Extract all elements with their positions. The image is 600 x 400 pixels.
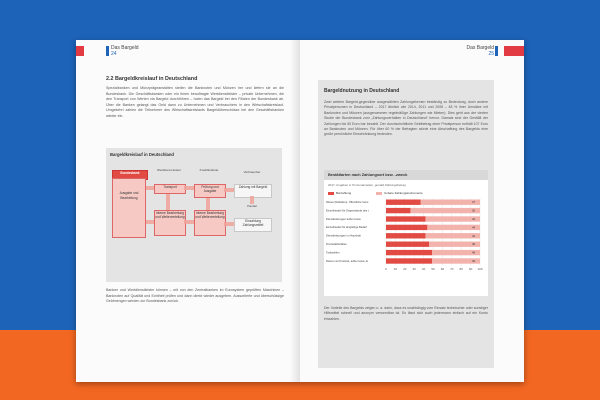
x-tick-label: 20 — [403, 267, 407, 272]
diagram-title: Bargeldkreislauf in Deutschland — [110, 152, 174, 157]
section-title: 2.2 Bargeldkreislauf in Deutschland — [106, 76, 198, 82]
node-kreditinstitute: Kreditinstitute — [199, 168, 219, 172]
right-red-tab — [504, 46, 524, 56]
right-running-head: Das Bargeld — [466, 45, 494, 51]
node-wertdienstleister: Wertdienst-leister — [156, 168, 181, 172]
bar-cash — [386, 242, 429, 247]
bar-cash — [386, 225, 427, 230]
category-label: Dienstleistungen außer Haus — [326, 217, 361, 221]
category-label: Einzelhandel für langlebige Bedarf — [326, 226, 367, 230]
x-tick-label: 30 — [412, 267, 416, 272]
paragraph-1: Spezialbanken und Münzprägeanstalten stellen die Banknoten und Münzen her und liefern sie an die Bundesbank. Die Geschäftsbanken oder ein ihnen beauftragte Wertdienstleister – private Unternehmen, die den Transport von Werten via Bargeld durchführen – holen das Bargeld bei den Filialen der Bundesbank ab. Über die Banken gelangt das Geld dann zu Unternehmen und Verbrauchern in den Wirtschaftskreislauf. Umgekehrt zahlen die Teilnehmer des Wirtschaftskreislaufs Bargeldüberschüsse bei den Geschäftsbanken wieder ein. — [106, 86, 284, 118]
bar-value-label: 42 — [472, 233, 476, 238]
left-running-head: Das Bargeld — [111, 45, 139, 51]
category-label: Dienstleistungen im Haushalt — [326, 234, 361, 238]
node-kredit-pruefung: Prüfung und Ausgabe — [194, 184, 226, 198]
node-handel: Handel — [247, 204, 257, 208]
bar-value-label: 49 — [472, 250, 476, 255]
book-spread — [76, 40, 524, 382]
left-red-tab — [76, 46, 84, 56]
node-bundesbank-sub: Ausgabe und Bearbeitung — [112, 178, 146, 238]
right-blue-marker — [495, 46, 498, 56]
right-page — [300, 40, 524, 382]
bar-cashless — [410, 208, 480, 213]
info-box — [318, 80, 494, 368]
paragraph-2: Banken und Wertdienstleister können – mit von den Zentralbanken im Eurosystem geprüften Maschinen – Banknoten auf Qualität und Echtheit prüfen und dann direkt wieder ausgeben. Aussortierte und überschüssige Geldmengen werden zur Bundesbank zurück. — [106, 288, 284, 304]
bar-cash — [386, 216, 425, 221]
bar-cash — [386, 200, 421, 205]
left-blue-marker — [106, 46, 109, 56]
node-verbraucher-sub: Zahlung mit Bargeld — [234, 184, 272, 198]
chart-subtitle: 2017, Angaben in Prozentanteilen, gemäß Zahlungsbetrag — [328, 183, 406, 187]
info-box-title: Bargeldnutzung in Deutschland — [324, 88, 400, 94]
bar-cash — [386, 208, 410, 213]
legend-label-cashless: Unbare Zahlungsinstrumente — [384, 191, 423, 195]
cash-cycle-diagram — [106, 148, 282, 282]
node-handel-sub: Einzahlung Zahlungsmittel — [234, 218, 272, 232]
node-verbraucher: Verbraucher — [243, 170, 261, 174]
legend-swatch-cash — [328, 192, 334, 195]
legend-item-cash — [328, 191, 351, 195]
x-tick-label: 40 — [421, 267, 426, 272]
x-tick-label: 80 — [459, 267, 463, 272]
x-tick-label: 10 — [393, 267, 398, 272]
bar-cash — [386, 250, 432, 255]
left-page-number: 24 — [111, 51, 117, 57]
right-page-number: 25 — [488, 51, 494, 57]
payment-chart — [324, 170, 488, 296]
x-tick-label: 60 — [440, 267, 445, 272]
node-w2: interne Bearbeitung und Weiterverteilung — [194, 210, 226, 236]
category-label: Reisen und Freizeit, außer Haus, E — [326, 259, 368, 263]
bar-value-label: 49 — [472, 259, 476, 263]
bar-cash — [386, 233, 425, 238]
category-label: Freizeitaktivitäten — [326, 243, 347, 246]
x-tick-label: 90 — [468, 267, 473, 272]
category-label: Waren (Rabatten). Öffentliche Verw — [326, 201, 369, 204]
left-page — [76, 40, 300, 382]
category-label: Einzelhandel für Gegenstände des t — [326, 209, 369, 213]
bar-value-label: 46 — [472, 242, 476, 247]
node-bundesbank: Bundesbank — [112, 170, 148, 180]
node-w1: interne Bearbeitung und Weiterverteilung — [154, 210, 186, 236]
bar-value-label: 37 — [472, 200, 476, 205]
diagram-arrows — [106, 148, 282, 282]
category-label: Tankstellen — [326, 251, 340, 255]
chart-title: Bestätlarten nach Zahlungsort bzw. -zweck — [328, 172, 408, 177]
legend-swatch-cashless — [376, 192, 382, 195]
legend-label-cash: Barzahlung — [336, 191, 352, 195]
bar-value-label: 42 — [472, 217, 476, 221]
x-tick-label: 100 — [477, 267, 483, 272]
info-box-text: Zwei weitere Bargeld-gegenüber ausgewählten Zahlungsformen beständig zu Bedeutung, doch andere Privatpersonen in Deutschland – 2017 ähnlich wie 2014, 2011 und 2008 – 48 % ihrer Umsätze mit Banknoten und Münzen (ausgenommen regelmäßige Zahlungen wie Mieten). Dies geht aus der vierten Studie der Bundesbank zum „Zahlungsverhalten in Deutschland“ hervor. Damals sind der Gesfällt der Zahlungen bis 50 Euro bar bezahlt. Der durchschnittliche Geldbetrag einer Privatperson enthält 107 Euro an Banknoten und Münzen. Für über 60 % der Befragten würde eine Abschaffung des Bargelds eine große persönliche Einschränkung bedeuten. — [324, 100, 488, 137]
node-transport: Transport — [154, 184, 186, 194]
x-tick-label: 70 — [450, 267, 454, 272]
x-tick-label: 0 — [385, 267, 387, 272]
bar-value-label: 44 — [472, 225, 476, 230]
bar-chart-svg — [324, 196, 488, 296]
legend-item-cashless — [376, 191, 423, 195]
bar-cash — [386, 258, 432, 263]
info-after-text: Der Vorteile des Bargelds zeigen u. a. darin, dass es unabhängig vom Einsatz technischer oder sonstiger Hilfsmittel schnell und anonym verwendbar ist. Es lässt sich auch jedermann einfach auf ein Konto einzahlen. — [324, 306, 488, 321]
bar-value-label: 26 — [472, 208, 476, 213]
x-tick-label: 50 — [431, 267, 435, 272]
